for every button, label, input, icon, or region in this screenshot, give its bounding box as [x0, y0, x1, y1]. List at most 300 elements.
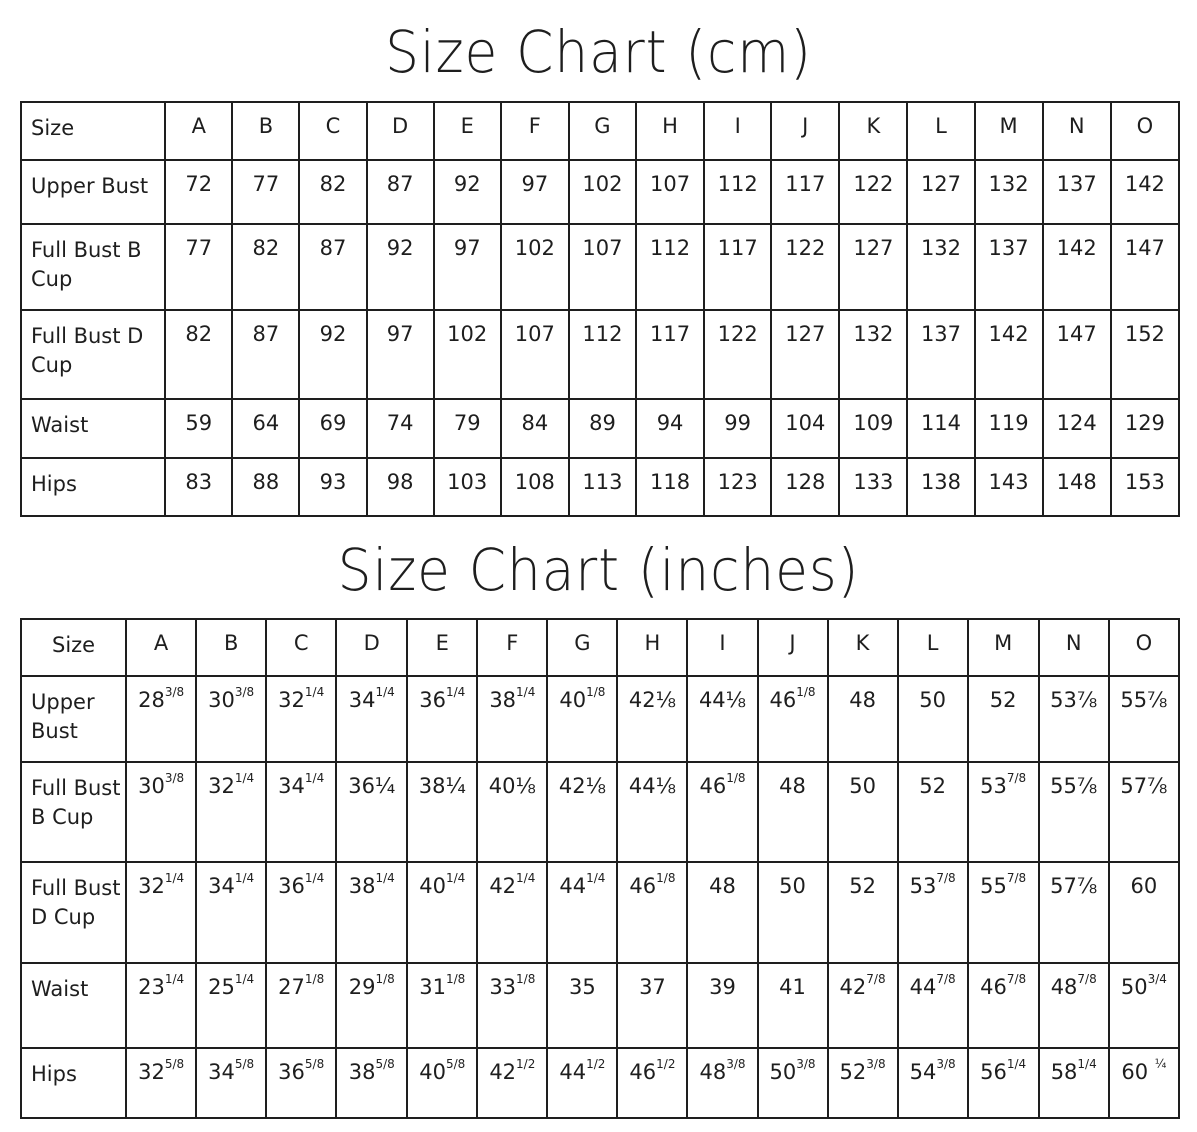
inch-cell [898, 1048, 968, 1118]
cm-cell: 127 [771, 310, 839, 399]
cm-cell: 92 [434, 160, 501, 224]
inch-cell-fraction: 1/4 [586, 871, 606, 885]
inch-cell-whole: 48 [699, 1060, 727, 1084]
inch-cell [968, 762, 1039, 862]
inch-cell-whole: 55 [980, 874, 1007, 898]
cm-size-table [20, 101, 1180, 517]
cm-cell: 142 [1043, 224, 1111, 310]
inch-cell-whole: 52 [839, 1060, 867, 1084]
cm-cell: 148 [1043, 458, 1111, 516]
inch-cell [477, 762, 547, 862]
inch-cell-whole: 25 [208, 975, 235, 999]
inch-cell-fraction: 1/4 [304, 771, 325, 785]
cm-cell: 89 [569, 399, 636, 458]
cm-cell: 137 [1043, 160, 1111, 224]
inch-header-size-e: E [407, 619, 477, 676]
inch-cell-whole: 30 [138, 774, 165, 798]
cm-cell: 137 [907, 310, 974, 399]
inch-cell-fraction: 7/8 [936, 871, 956, 885]
inch-cell-fraction: 5/8 [164, 1057, 185, 1071]
inch-cell-whole: 32 [208, 774, 235, 798]
inch-cell-whole: 48 [1050, 975, 1078, 999]
inch-cell-fraction: 7/8 [1077, 972, 1097, 986]
cm-cell: 127 [907, 160, 974, 224]
inch-cell-whole: 32 [278, 688, 305, 712]
inch-cell [687, 862, 757, 963]
cm-cell: 117 [704, 224, 771, 310]
inch-cell-whole: 60 [1121, 1060, 1155, 1084]
inch-cell [758, 676, 828, 762]
inch-cell-fraction: 5/8 [375, 1057, 395, 1071]
cm-cell: 119 [975, 399, 1043, 458]
inch-cell-whole: 38 [348, 874, 376, 898]
inch-cell [1039, 676, 1109, 762]
inch-cell-whole: 40 [419, 1060, 446, 1084]
inch-cell [687, 1048, 757, 1118]
inch-cell-fraction: 1/4 [164, 871, 185, 885]
inch-cell [126, 963, 196, 1048]
cm-header-size-n: N [1043, 102, 1111, 160]
cm-cell: 132 [975, 160, 1043, 224]
inch-cell-whole: 34 [348, 688, 376, 712]
inch-cell [617, 762, 687, 862]
inch-cell-whole: 55⅞ [1120, 688, 1168, 712]
inch-cell [336, 862, 407, 963]
inch-cell-whole: 53 [909, 874, 937, 898]
cm-cell: 93 [299, 458, 366, 516]
inch-row-label: Upper Bust [21, 676, 126, 762]
inch-cell [407, 1048, 477, 1118]
inch-header-size-label: Size [21, 619, 126, 676]
inch-cell-whole: 46 [629, 1060, 657, 1084]
cm-cell: 77 [165, 224, 232, 310]
cm-cell: 74 [367, 399, 434, 458]
cm-cell: 99 [704, 399, 771, 458]
inch-cell-fraction: 3/8 [866, 1057, 886, 1071]
inch-cell [1039, 1048, 1109, 1118]
cm-cell: 142 [975, 310, 1043, 399]
inch-cell [1109, 963, 1179, 1048]
cm-header-size-g: G [569, 102, 636, 160]
inch-cell-whole: 40 [419, 874, 446, 898]
inch-cell [1109, 1048, 1179, 1118]
inch-cell-fraction: 1/8 [516, 972, 536, 986]
cm-cell: 92 [367, 224, 434, 310]
cm-header-size-o: O [1111, 102, 1179, 160]
cm-cell: 132 [907, 224, 974, 310]
inch-row-label: Full Bust D Cup [21, 862, 126, 963]
inch-cell-fraction: 1/4 [1077, 1057, 1097, 1071]
inch-header-size-b: B [196, 619, 266, 676]
inch-cell-whole: 36 [278, 1060, 305, 1084]
cm-cell: 132 [839, 310, 907, 399]
inch-cell-whole: 30 [208, 688, 235, 712]
cm-cell: 137 [975, 224, 1043, 310]
inch-header-size-o: O [1109, 619, 1179, 676]
cm-row-label: Full Bust B Cup [21, 224, 165, 310]
inch-cell-fraction: 1/4 [516, 871, 536, 885]
cm-cell: 109 [839, 399, 907, 458]
inch-cell-whole: 44 [909, 975, 937, 999]
cm-cell: 82 [165, 310, 232, 399]
cm-cell: 72 [165, 160, 232, 224]
inch-cell-whole: 40 [559, 688, 587, 712]
inch-cell [477, 963, 547, 1048]
cm-header-size-c: C [299, 102, 366, 160]
cm-cell: 124 [1043, 399, 1111, 458]
inch-cell-whole: 38 [348, 1060, 376, 1084]
inch-cell-fraction: 1/4 [234, 871, 255, 885]
inch-cell-whole: 36¼ [348, 774, 396, 798]
inch-cell [758, 862, 828, 963]
cm-cell: 79 [434, 399, 501, 458]
cm-row-full-bust-d-cup [21, 310, 1179, 399]
inch-cell [968, 676, 1039, 762]
inch-cell [1039, 862, 1109, 963]
inch-cell-whole: 50 [1120, 975, 1148, 999]
inch-header-size-n: N [1039, 619, 1109, 676]
inch-cell-fraction: 7/8 [1006, 771, 1027, 785]
inch-header-size-f: F [477, 619, 547, 676]
inch-cell [1109, 762, 1179, 862]
inch-cell-whole: 27 [278, 975, 305, 999]
cm-header-size-a: A [165, 102, 232, 160]
cm-cell: 97 [434, 224, 501, 310]
inch-cell [617, 676, 687, 762]
inch-cell [898, 762, 968, 862]
inch-cell-whole: 60 [1130, 874, 1158, 898]
inch-size-table [20, 618, 1180, 1119]
cm-cell: 127 [839, 224, 907, 310]
inch-cell-fraction: 1/2 [516, 1057, 536, 1071]
cm-cell: 112 [569, 310, 636, 399]
cm-cell: 118 [636, 458, 704, 516]
cm-cell: 112 [636, 224, 704, 310]
inch-cell-fraction: 5/8 [234, 1057, 255, 1071]
inch-cell-fraction: 1/2 [656, 1057, 676, 1071]
inch-cell [1039, 963, 1109, 1048]
inch-cell-whole: 48 [849, 688, 876, 712]
inch-cell [758, 1048, 828, 1118]
cm-row-full-bust-b-cup [21, 224, 1179, 310]
inch-row-label: Full Bust B Cup [21, 762, 126, 862]
inch-cell-whole: 55⅞ [1050, 774, 1098, 798]
cm-header-size-j: J [771, 102, 839, 160]
inch-cell-fraction: 3/8 [936, 1057, 956, 1071]
inch-cell-fraction: 1/4 [446, 871, 466, 885]
inch-cell-fraction: 7/8 [866, 972, 886, 986]
inch-header-size-a: A [126, 619, 196, 676]
inch-row-waist [21, 963, 1179, 1048]
inch-cell-fraction: 1/8 [304, 972, 325, 986]
cm-row-upper-bust [21, 160, 1179, 224]
inch-cell-whole: 35 [569, 975, 596, 999]
inch-cell [126, 676, 196, 762]
inch-header-size-c: C [266, 619, 336, 676]
inch-cell [477, 862, 547, 963]
inch-cell [266, 676, 336, 762]
inch-cell [1109, 676, 1179, 762]
cm-cell: 77 [232, 160, 299, 224]
inch-cell [126, 862, 196, 963]
cm-header-size-f: F [501, 102, 569, 160]
cm-row-label: Full Bust D Cup [21, 310, 165, 399]
inch-cell-whole: 50 [769, 1060, 797, 1084]
inch-cell-whole: 56 [980, 1060, 1007, 1084]
inch-row-upper-bust [21, 676, 1179, 762]
cm-cell: 82 [299, 160, 366, 224]
inch-cell [196, 676, 266, 762]
inch-cell [968, 963, 1039, 1048]
inch-cell-fraction: 3/4 [1147, 972, 1167, 986]
inch-cell-fraction: 1/4 [304, 685, 325, 699]
cm-cell: 123 [704, 458, 771, 516]
cm-cell: 142 [1111, 160, 1179, 224]
inch-cell-whole: 46 [699, 774, 727, 798]
inch-cell [266, 762, 336, 862]
inch-cell-fraction: 1/4 [234, 972, 255, 986]
inch-header-row [21, 619, 1179, 676]
inch-cell [828, 963, 898, 1048]
cm-cell: 83 [165, 458, 232, 516]
inch-cell-fraction: 5/8 [304, 1057, 325, 1071]
cm-cell: 107 [501, 310, 569, 399]
inch-cell-whole: 44 [559, 1060, 587, 1084]
inch-cell [547, 963, 617, 1048]
inch-cell-whole: 36 [278, 874, 305, 898]
inch-cell [196, 1048, 266, 1118]
cm-cell: 87 [367, 160, 434, 224]
cm-header-size-b: B [232, 102, 299, 160]
inch-cell [407, 862, 477, 963]
inch-cell [687, 676, 757, 762]
cm-cell: 153 [1111, 458, 1179, 516]
inch-cell [266, 1048, 336, 1118]
inch-cell [196, 862, 266, 963]
inch-cell-whole: 42 [489, 874, 517, 898]
cm-header-size-k: K [839, 102, 907, 160]
inch-cell-fraction: 1/2 [586, 1057, 606, 1071]
inch-cell [898, 862, 968, 963]
cm-header-size-l: L [907, 102, 974, 160]
cm-cell: 117 [771, 160, 839, 224]
cm-cell: 102 [569, 160, 636, 224]
cm-cell: 97 [367, 310, 434, 399]
cm-row-hips [21, 458, 1179, 516]
inch-cell-whole: 32 [138, 1060, 165, 1084]
cm-row-label: Hips [21, 458, 165, 516]
inch-cell [547, 676, 617, 762]
inch-header-size-h: H [617, 619, 687, 676]
cm-cell: 64 [232, 399, 299, 458]
inch-cell [828, 862, 898, 963]
inch-cell-whole: 46 [769, 688, 797, 712]
inch-cell-whole: 42 [839, 975, 867, 999]
cm-cell: 69 [299, 399, 366, 458]
inch-cell-whole: 50 [779, 874, 806, 898]
inch-cell-fraction: 1/8 [446, 972, 466, 986]
inch-cell [126, 1048, 196, 1118]
cm-cell: 112 [704, 160, 771, 224]
cm-cell: 147 [1043, 310, 1111, 399]
cm-cell: 108 [501, 458, 569, 516]
cm-cell: 104 [771, 399, 839, 458]
inch-cell-fraction: 3/8 [164, 771, 185, 785]
inch-cell-whole: 38 [489, 688, 517, 712]
inch-cell [828, 1048, 898, 1118]
cm-header-size-m: M [975, 102, 1043, 160]
inch-cell-fraction: 1/4 [304, 871, 325, 885]
inch-cell [477, 1048, 547, 1118]
inch-cell [758, 762, 828, 862]
inch-cell [407, 762, 477, 862]
cm-cell: 103 [434, 458, 501, 516]
cm-chart-title: Size Chart (cm) [385, 18, 812, 86]
cm-cell: 88 [232, 458, 299, 516]
inch-cell-whole: 39 [709, 975, 736, 999]
inch-cell-whole: 46 [980, 975, 1007, 999]
cm-header-size-h: H [636, 102, 704, 160]
inch-cell [126, 762, 196, 862]
inch-cell-fraction: 1/8 [375, 972, 395, 986]
cm-cell: 102 [434, 310, 501, 399]
inch-cell-whole: 38¼ [418, 774, 466, 798]
cm-cell: 98 [367, 458, 434, 516]
inch-cell-fraction: 3/8 [726, 1057, 746, 1071]
inch-cell [477, 676, 547, 762]
inch-cell-whole: 41 [779, 975, 806, 999]
inch-cell-whole: 31 [419, 975, 446, 999]
inch-cell-fraction: 1/4 [234, 771, 255, 785]
cm-cell: 133 [839, 458, 907, 516]
inch-cell-fraction: 1/8 [726, 771, 746, 785]
inch-row-label: Waist [21, 963, 126, 1048]
inch-cell [196, 762, 266, 862]
cm-cell: 87 [299, 224, 366, 310]
inch-row-full-bust-b-cup [21, 762, 1179, 862]
inch-header-size-l: L [898, 619, 968, 676]
inch-cell [547, 862, 617, 963]
inch-cell-whole: 34 [278, 774, 305, 798]
cm-header-size-e: E [434, 102, 501, 160]
inch-header-size-j: J [758, 619, 828, 676]
inch-cell [407, 676, 477, 762]
inch-cell [828, 676, 898, 762]
inch-row-label: Hips [21, 1048, 126, 1118]
inch-cell-whole: 52 [989, 688, 1017, 712]
cm-header-size-label: Size [21, 102, 165, 160]
inch-row-hips [21, 1048, 1179, 1118]
inch-cell [266, 862, 336, 963]
inch-header-size-d: D [336, 619, 407, 676]
inch-cell-whole: 50 [849, 774, 876, 798]
inch-cell-fraction: 1/8 [586, 685, 606, 699]
cm-row-label: Upper Bust [21, 160, 165, 224]
inch-cell [968, 1048, 1039, 1118]
cm-cell: 122 [839, 160, 907, 224]
inch-cell [1039, 762, 1109, 862]
inch-cell-fraction: 1/4 [164, 972, 185, 986]
inch-cell-whole: 28 [138, 688, 165, 712]
inch-cell [1109, 862, 1179, 963]
inch-cell-whole: 34 [208, 874, 235, 898]
inch-cell-fraction: 3/8 [164, 685, 185, 699]
inch-cell [617, 862, 687, 963]
cm-cell: 122 [704, 310, 771, 399]
inch-cell [617, 1048, 687, 1118]
inch-cell-whole: 34 [208, 1060, 235, 1084]
cm-cell: 94 [636, 399, 704, 458]
cm-header-size-d: D [367, 102, 434, 160]
cm-cell: 143 [975, 458, 1043, 516]
inch-cell-whole: 42⅛ [628, 688, 676, 712]
inch-cell-fraction: 7/8 [936, 972, 956, 986]
cm-header-row [21, 102, 1179, 160]
inch-cell-whole: 48 [709, 874, 736, 898]
inch-cell [547, 1048, 617, 1118]
inch-header-size-k: K [828, 619, 898, 676]
inch-cell-whole: 44⅛ [628, 774, 676, 798]
inch-cell [336, 1048, 407, 1118]
inch-cell-fraction: 7/8 [1006, 972, 1027, 986]
inch-cell-fraction: 1/4 [375, 685, 395, 699]
inch-cell-whole: 42⅛ [558, 774, 606, 798]
inch-cell-whole: 37 [639, 975, 666, 999]
cm-cell: 97 [501, 160, 569, 224]
cm-cell: 152 [1111, 310, 1179, 399]
inch-cell [968, 862, 1039, 963]
inch-cell [617, 963, 687, 1048]
cm-cell: 82 [232, 224, 299, 310]
inch-cell [336, 963, 407, 1048]
inch-cell-whole: 44 [559, 874, 587, 898]
inch-header-size-i: I [687, 619, 757, 676]
cm-cell: 122 [771, 224, 839, 310]
inch-cell-whole: 46 [629, 874, 657, 898]
inch-cell-whole: 36 [419, 688, 446, 712]
inch-cell-whole: 53⅞ [1050, 688, 1098, 712]
inch-cell-fraction: 1/4 [516, 685, 536, 699]
inch-cell-whole: 32 [138, 874, 165, 898]
cm-cell: 128 [771, 458, 839, 516]
inch-cell-whole: 53 [980, 774, 1007, 798]
inch-cell [898, 676, 968, 762]
inch-chart-title: Size Chart (inches) [337, 536, 860, 604]
inch-cell-fraction: 1/4 [446, 685, 466, 699]
cm-cell: 107 [569, 224, 636, 310]
inch-cell-fraction: 1/4 [375, 871, 395, 885]
cm-cell: 129 [1111, 399, 1179, 458]
inch-cell [898, 963, 968, 1048]
inch-row-full-bust-d-cup [21, 862, 1179, 963]
inch-cell-whole: 52 [919, 774, 946, 798]
inch-cell-fraction: 3/8 [796, 1057, 816, 1071]
cm-cell: 114 [907, 399, 974, 458]
inch-cell-whole: 48 [779, 774, 806, 798]
inch-cell [687, 762, 757, 862]
inch-cell [828, 762, 898, 862]
inch-cell [336, 762, 407, 862]
inch-cell-whole: 33 [489, 975, 517, 999]
inch-cell-fraction: 7/8 [1006, 871, 1027, 885]
inch-cell-fraction: 5/8 [446, 1057, 466, 1071]
inch-cell-fraction: 1/8 [656, 871, 676, 885]
inch-cell [196, 963, 266, 1048]
inch-cell-whole: 57⅞ [1120, 774, 1168, 798]
cm-cell: 84 [501, 399, 569, 458]
cm-cell: 59 [165, 399, 232, 458]
inch-cell-whole: 54 [909, 1060, 937, 1084]
